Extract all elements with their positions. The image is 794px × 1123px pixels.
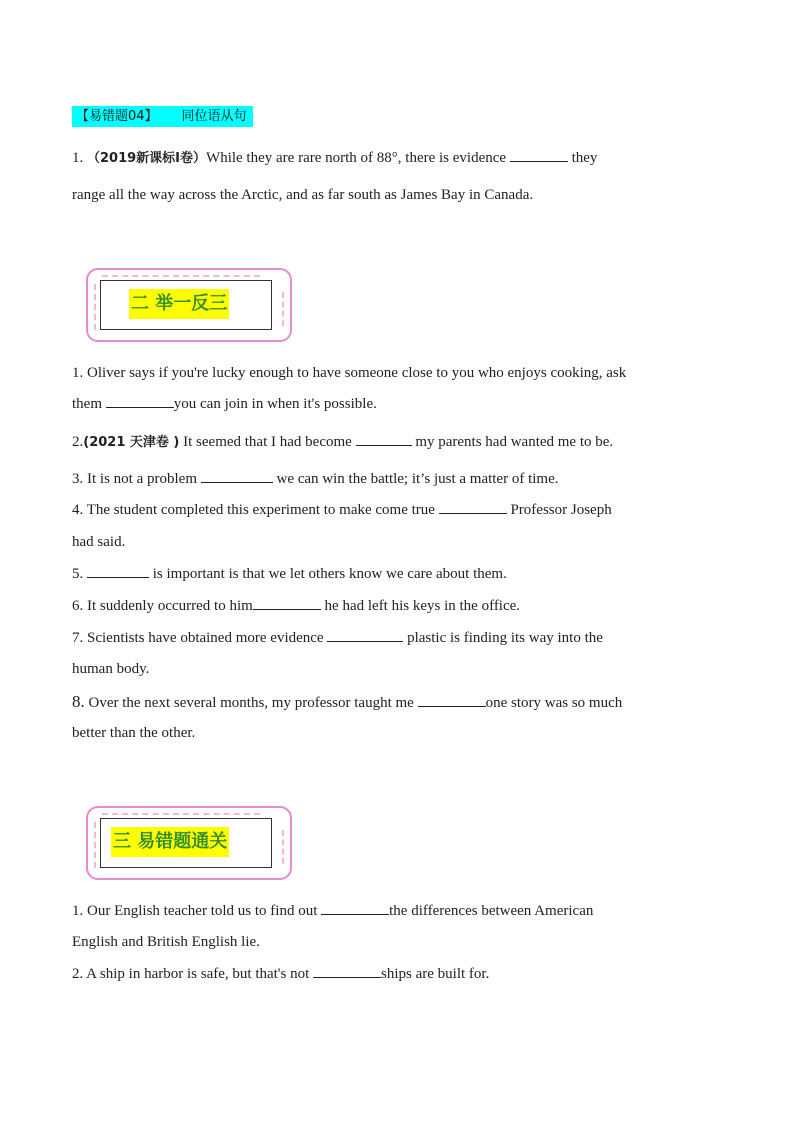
section-heading-box	[100, 818, 272, 868]
answer-blank[interactable]	[253, 595, 321, 610]
question-line: them you can join in when it's possible.	[72, 388, 722, 420]
error-topic-label	[72, 106, 253, 127]
question-line: range all the way across the Arctic, and as far south as James Bay in Canada.	[72, 187, 534, 203]
section-heading-frame	[86, 806, 292, 880]
answer-blank[interactable]	[106, 393, 174, 408]
answer-blank[interactable]	[321, 900, 389, 915]
question-source: （2019新课标Ⅰ卷）	[87, 151, 207, 166]
section-heading-box	[100, 280, 272, 330]
question-line: 2. A ship in harbor is safe, but that's not ships are built for.	[72, 958, 722, 990]
question-line: better than the other.	[72, 725, 196, 741]
question-line: 5. is important is that we let others know we care about them.	[72, 558, 722, 590]
answer-blank[interactable]	[327, 627, 403, 642]
question-line: 8. Over the next several months, my professor taught me one story was so much	[72, 692, 623, 711]
question-line: 7. Scientists have obtained more evidence plastic is finding its way into the	[72, 622, 722, 654]
section-title: 二 举一反三	[129, 289, 229, 319]
question-line: human body.	[72, 661, 150, 677]
topic-tag: 【易错题04】	[76, 109, 158, 124]
answer-blank[interactable]	[439, 499, 507, 514]
answer-blank[interactable]	[356, 431, 412, 446]
question-line: 3. It is not a problem we can win the battle; it’s just a matter of time.	[72, 463, 722, 495]
question-line: 1. Oliver says if you're lucky enough to have someone close to you who enjoys cooking, ask	[72, 365, 627, 381]
question-line: 6. It suddenly occurred to him he had left his keys in the office.	[72, 590, 722, 622]
answer-blank[interactable]	[201, 468, 273, 483]
question-line: 4. The student completed this experiment to make come true Professor Joseph	[72, 494, 722, 526]
topic-title: 同位语从句	[181, 109, 247, 124]
question-line: 2.(2021 天津卷 ) It seemed that I had become my parents had wanted me to be.	[72, 426, 722, 459]
section-heading-frame	[86, 268, 292, 342]
question-line: 1. （2019新课标Ⅰ卷）While they are rare north of 88°, there is evidence they	[72, 142, 722, 175]
question-line: English and British English lie.	[72, 934, 260, 950]
answer-blank[interactable]	[510, 147, 568, 162]
answer-blank[interactable]	[418, 692, 486, 707]
section-title: 三 易错题通关	[111, 827, 229, 857]
question-source: (2021 天津卷 )	[83, 435, 180, 450]
answer-blank[interactable]	[313, 963, 381, 978]
question-line: 1. Our English teacher told us to find out the differences between American	[72, 895, 722, 927]
answer-blank[interactable]	[87, 563, 149, 578]
question-line: had said.	[72, 534, 126, 550]
